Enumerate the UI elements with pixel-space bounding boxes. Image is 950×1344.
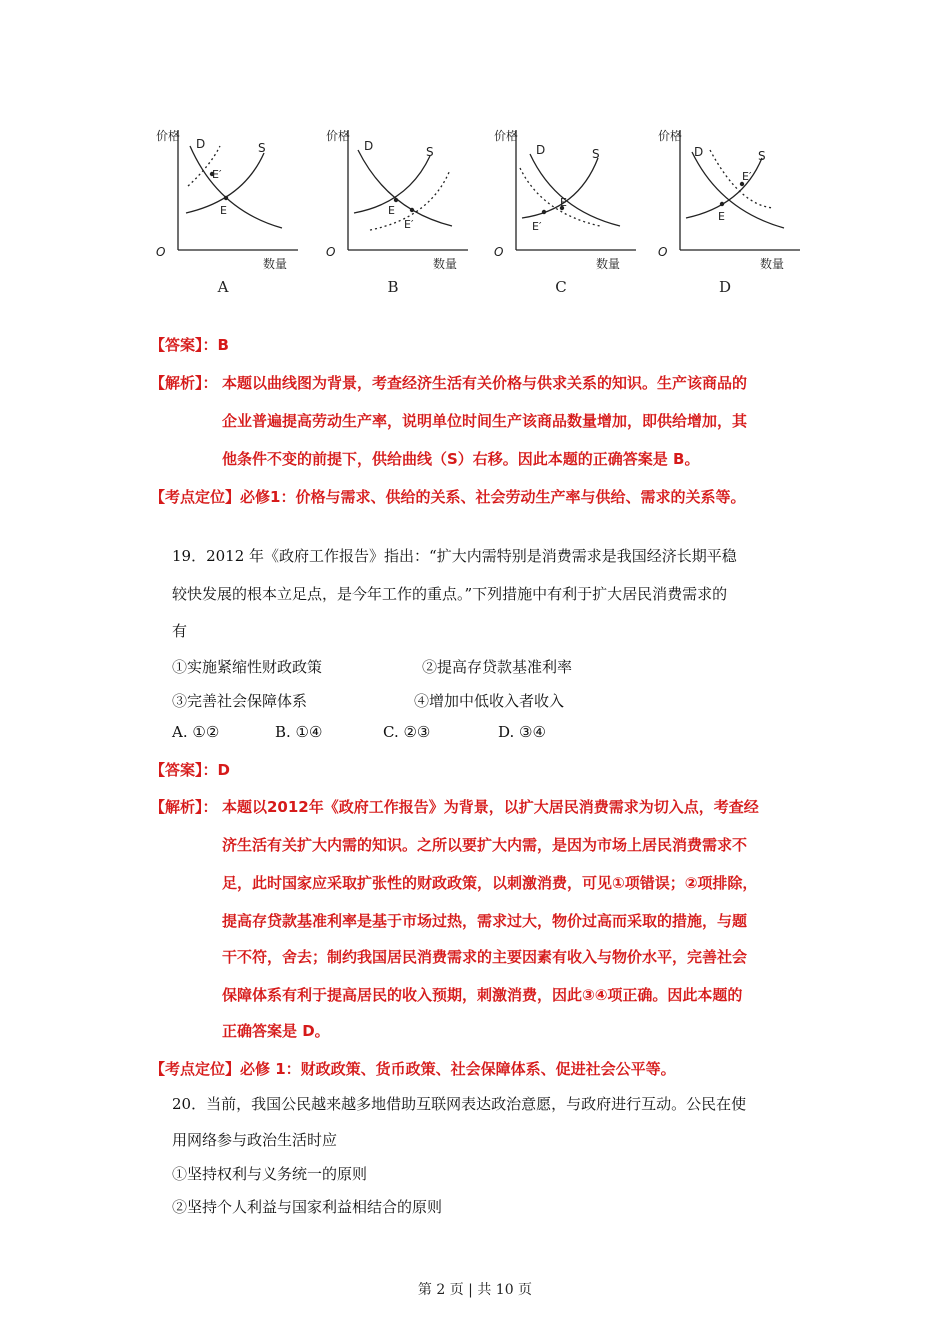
chart-letter: D (718, 278, 732, 296)
q20-item: ②坚持个人利益与国家利益相结合的原则 (172, 1198, 443, 1216)
chart-a-svg (148, 118, 308, 271)
y-axis-label: 价格 (326, 129, 351, 143)
q18-analysis-label: 【解析】： (150, 374, 218, 392)
q18-analysis-line: 企业普遍提高劳动生产率，说明单位时间生产该商品数量增加，即供给增加，其 (222, 412, 748, 430)
q19-item: ③完善社会保障体系 (172, 692, 308, 710)
q19-answer (150, 760, 230, 780)
q19-choice-c: C. ②③ (383, 723, 431, 741)
q19-analysis-line: 保障体系有利于提高居民的收入预期，刺激消费，因此③④项正确。因此本题的 (222, 986, 743, 1004)
supply-label: S (258, 141, 266, 155)
answer-value: D (217, 761, 230, 779)
q19-analysis-line: 济生活有关扩大内需的知识。之所以要扩大内需，是因为市场上居民消费需求不 (222, 836, 748, 854)
equilibrium-point (720, 202, 724, 206)
q19-analysis-line: 正确答案是 D。 (222, 1022, 330, 1040)
y-axis-label: 价格 (156, 129, 181, 143)
q20-stem-line: 用网络参与政治生活时应 (172, 1131, 338, 1149)
y-axis-label: 价格 (658, 129, 683, 143)
q19-analysis-line: 足，此时国家应采取扩张性的财政政策，以刺激消费，可见①项错误；②项排除， (222, 874, 758, 892)
q19-analysis-line: 本题以2012年《政府工作报告》为背景，以扩大居民消费需求为切入点，考查经 (222, 798, 759, 816)
supply-curve (686, 158, 762, 218)
demand-label: D (364, 139, 374, 153)
chart-letter: B (387, 278, 399, 296)
q19-item: ④增加中低收入者收入 (414, 692, 565, 710)
q19-stem-line: 19．2012 年《政府工作报告》指出：“扩大内需特别是消费需求是我国经济长期平稳 (172, 547, 737, 565)
q19-analysis-label: 【解析】： (150, 798, 218, 816)
e-prime-label: E′ (532, 220, 542, 233)
demand-label: D (536, 143, 546, 157)
q19-stem-line: 有 (172, 622, 188, 640)
page-footer: 第 2 页 | 共 10 页 (417, 1282, 533, 1298)
x-axis-label: 数量 (596, 257, 621, 271)
new-equilibrium-point (542, 210, 546, 214)
chart-b (318, 118, 478, 308)
chart-d-svg (650, 118, 810, 271)
q19-choice-a: A. ①② (172, 723, 220, 741)
e-label: E (388, 204, 395, 217)
q19-choice-d: D. ③④ (498, 723, 546, 741)
y-axis-label: 价格 (494, 129, 519, 143)
q18-analysis-line: 本题以曲线图为背景，考查经济生活有关价格与供求关系的知识。生产该商品的 (222, 374, 748, 392)
supply-curve (522, 158, 598, 218)
q18-answer (150, 335, 229, 355)
supply-label: S (758, 149, 766, 163)
answer-label: 【答案】： (150, 761, 218, 779)
e-prime-label: E′ (742, 170, 752, 183)
chart-letter: C (555, 278, 567, 296)
answer-value: B (217, 336, 229, 354)
supply-demand-charts (148, 118, 808, 308)
supply-label: S (592, 147, 600, 161)
q19-stem-line: 较快发展的根本立足点，是今年工作的重点。”下列措施中有利于扩大居民消费需求的 (172, 585, 728, 603)
chart-d (650, 118, 810, 308)
q18-point (150, 487, 745, 507)
demand-label: D (694, 145, 704, 159)
new-equilibrium-point (410, 208, 414, 212)
x-axis-label: 数量 (263, 257, 288, 271)
point-text: 必修 1：财政政策、货币政策、社会保障体系、促进社会公平等。 (240, 1060, 676, 1078)
x-axis-label: 数量 (433, 257, 458, 271)
origin-label: O (494, 245, 504, 259)
point-label: 【考点定位】 (150, 1060, 241, 1078)
q19-item: ②提高存贷款基准利率 (422, 658, 573, 676)
demand-curve (190, 146, 282, 228)
equilibrium-point (394, 198, 398, 202)
origin-label: O (326, 245, 336, 259)
q19-item: ①实施紧缩性财政政策 (172, 658, 323, 676)
chart-letter: A (217, 278, 229, 296)
demand-curve (358, 150, 452, 226)
e-label: E (220, 204, 227, 217)
q19-analysis-line: 干不符，舍去；制约我国居民消费需求的主要因素有收入与物价水平，完善社会 (222, 948, 748, 966)
demand-curve (692, 152, 784, 228)
origin-label: O (156, 245, 166, 259)
chart-a (148, 118, 308, 308)
e-prime-label: E′ (212, 168, 222, 181)
q20-item: ①坚持权利与义务统一的原则 (172, 1165, 368, 1183)
chart-c (486, 118, 646, 308)
q19-point (150, 1059, 676, 1079)
equilibrium-point (224, 196, 228, 200)
chart-c-svg (486, 118, 646, 271)
answer-label: 【答案】： (150, 336, 218, 354)
supply-label: S (426, 145, 434, 159)
e-label: E (560, 196, 567, 209)
e-prime-label: E′ (404, 218, 414, 231)
demand-curve (530, 154, 620, 226)
point-text: 必修1：价格与需求、供给的关系、社会劳动生产率与供给、需求的关系等。 (240, 488, 746, 506)
q18-analysis-line: 他条件不变的前提下，供给曲线（S）右移。因此本题的正确答案是 B。 (222, 450, 700, 468)
x-axis-label: 数量 (760, 257, 785, 271)
q20-stem-line: 20．当前，我国公民越来越多地借助互联网表达政治意愿，与政府进行互动。公民在使 (172, 1095, 747, 1113)
q19-analysis-line: 提高存贷款基准利率是基于市场过热，需求过大，物价过高而采取的措施，与题 (222, 912, 748, 930)
q19-choice-b: B. ①④ (275, 723, 323, 741)
point-label: 【考点定位】 (150, 488, 241, 506)
e-label: E (718, 210, 725, 223)
demand-label: D (196, 137, 206, 151)
origin-label: O (658, 245, 668, 259)
chart-b-svg (318, 118, 478, 271)
